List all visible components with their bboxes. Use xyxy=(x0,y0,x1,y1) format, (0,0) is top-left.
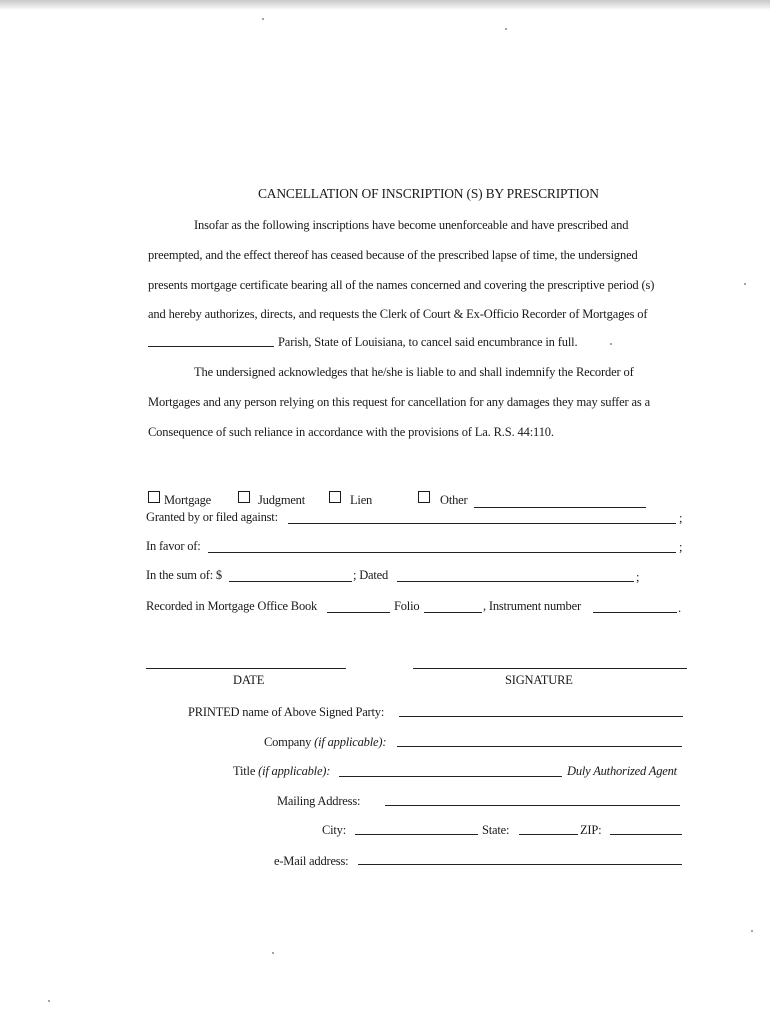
dated-label: ; Dated xyxy=(353,568,389,582)
printed-name-field[interactable] xyxy=(399,716,683,717)
judgment-label: Judgment xyxy=(258,493,306,507)
email-label: e-Mail address: xyxy=(274,854,349,868)
signature-label: SIGNATURE xyxy=(505,673,573,687)
date-label: DATE xyxy=(233,673,265,687)
in-favor-of-semicolon: ; xyxy=(679,540,683,554)
paragraph1-line4: and hereby authorizes, directs, and requests the Clerk of Court & Ex-Officio Recorder of Mortgages of xyxy=(148,307,648,321)
instrument-field[interactable] xyxy=(593,612,677,613)
company-field[interactable] xyxy=(397,746,682,747)
company-label: Company xyxy=(264,735,312,749)
scan-speck xyxy=(272,952,274,954)
state-field[interactable] xyxy=(519,834,578,835)
paragraph1-line1: Insofar as the following inscriptions have become unenforceable and have prescribed and xyxy=(194,218,629,232)
paragraph1-line2: preempted, and the effect thereof has ceased because of the prescribed lapse of time, the undersigned xyxy=(148,248,638,262)
granted-by-label: Granted by or filed against: xyxy=(146,510,278,524)
paragraph2-line2: Mortgages and any person relying on this request for cancellation for any damages they may suffer as a xyxy=(148,395,651,409)
other-label: Other xyxy=(440,493,468,507)
city-label: City: xyxy=(322,823,347,837)
folio-label: Folio xyxy=(394,599,420,613)
mortgage-label: Mortgage xyxy=(164,493,211,507)
date-line[interactable] xyxy=(146,668,346,669)
company-label-group xyxy=(264,734,386,750)
book-label: Recorded in Mortgage Office Book xyxy=(146,599,318,613)
state-label: State: xyxy=(482,823,510,837)
book-field[interactable] xyxy=(327,612,390,613)
parish-name-field[interactable] xyxy=(148,346,274,347)
scan-speck xyxy=(48,1000,50,1002)
dated-semicolon: ; xyxy=(636,570,640,584)
other-field[interactable] xyxy=(474,507,646,508)
lien-checkbox[interactable] xyxy=(329,491,341,503)
title-label: Title xyxy=(233,764,256,778)
city-field[interactable] xyxy=(355,834,478,835)
mailing-address-field[interactable] xyxy=(385,805,680,806)
printed-name-label: PRINTED name of Above Signed Party: xyxy=(188,705,385,719)
document-title: CANCELLATION OF INSCRIPTION (S) BY PRESCRIPTION xyxy=(258,186,599,201)
mortgage-checkbox[interactable] xyxy=(148,491,160,503)
folio-field[interactable] xyxy=(424,612,482,613)
sum-label: In the sum of: $ xyxy=(146,568,222,582)
instrument-period: . xyxy=(678,601,681,615)
title-label-group xyxy=(233,763,330,779)
title-field[interactable] xyxy=(339,776,562,777)
granted-by-field[interactable] xyxy=(288,523,676,524)
signature-line[interactable] xyxy=(413,668,687,669)
scan-speck xyxy=(744,283,746,285)
paragraph2-line1: The undersigned acknowledges that he/she is liable to and shall indemnify the Recorder of xyxy=(194,365,634,379)
in-favor-of-label: In favor of: xyxy=(146,539,201,553)
lien-label: Lien xyxy=(350,493,373,507)
duly-authorized-agent: Duly Authorized Agent xyxy=(567,764,677,778)
mailing-address-label: Mailing Address: xyxy=(277,794,361,808)
paragraph2-line3: Consequence of such reliance in accordance with the provisions of La. R.S. 44:110. xyxy=(148,425,554,439)
zip-field[interactable] xyxy=(610,834,682,835)
sum-field[interactable] xyxy=(229,581,352,582)
scan-speck xyxy=(262,18,264,20)
other-checkbox[interactable] xyxy=(418,491,430,503)
granted-by-semicolon: ; xyxy=(679,511,683,525)
dated-field[interactable] xyxy=(397,581,634,582)
judgment-checkbox[interactable] xyxy=(238,491,250,503)
paragraph1-line3: presents mortgage certificate bearing all of the names concerned and covering the prescriptive period (s) xyxy=(148,278,655,292)
company-note: (if applicable): xyxy=(314,735,387,749)
scan-speck xyxy=(751,930,753,932)
instrument-label: , Instrument number xyxy=(483,599,581,613)
scan-speck xyxy=(505,28,507,30)
scan-speck xyxy=(610,343,612,345)
paragraph1-line5: Parish, State of Louisiana, to cancel said encumbrance in full. xyxy=(278,335,578,349)
title-note: (if applicable): xyxy=(258,764,331,778)
email-field[interactable] xyxy=(358,864,682,865)
zip-label: ZIP: xyxy=(580,823,602,837)
in-favor-of-field[interactable] xyxy=(208,552,676,553)
